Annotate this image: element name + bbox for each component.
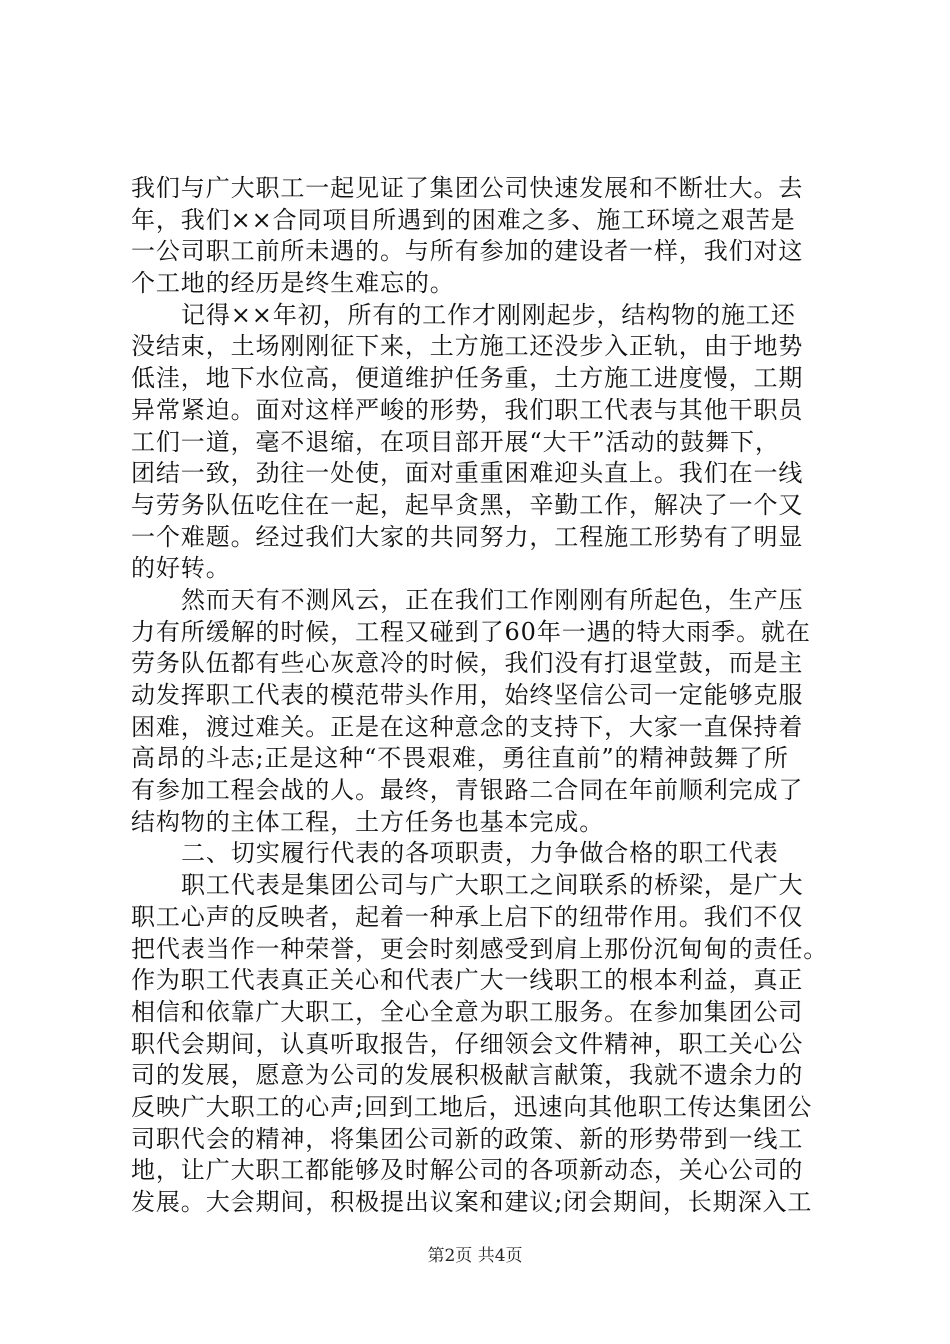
text-line: 职工心声的反映者，起着一种承上启下的纽带作用。我们不仅 — [131, 902, 804, 931]
text-line: 团结一致，劲往一处使，面对重重困难迎头直上。我们在一线 — [131, 459, 804, 488]
text-line: 职代会期间，认真听取报告，仔细领会文件精神，职工关心公 — [131, 1029, 804, 1058]
text-line: 动发挥职工代表的模范带头作用，始终坚信公司一定能够克服 — [131, 681, 804, 709]
text-line: 作为职工代表真正关心和代表广大一线职工的根本利益，真正 — [131, 966, 804, 995]
text-line: 发展。大会期间，积极提出议案和建议;闭会期间，长期深入工 — [131, 1188, 813, 1216]
text-line: 我们与广大职工一起见证了集团公司快速发展和不断壮大。去 — [131, 174, 804, 202]
text-line: 相信和依靠广大职工，全心全意为职工服务。在参加集团公司 — [131, 997, 804, 1026]
text-line: 反映广大职工的心声;回到工地后，迅速向其他职工传达集团公 — [131, 1092, 813, 1121]
text-line: 有参加工程会战的人。最终，青银路二合同在年前顺利完成了 — [131, 776, 804, 805]
text-line: 与劳务队伍吃住在一起，起早贪黑，辛勤工作，解决了一个又 — [131, 490, 804, 519]
page-number: 第2页 共4页 — [427, 1246, 523, 1266]
paragraph-start-line: 记得××年初，所有的工作才刚刚起步，结构物的施工还 — [181, 300, 796, 329]
text-line: 司的发展，愿意为公司的发展积极献言献策，我就不遗余力的 — [131, 1061, 804, 1090]
body-text — [131, 173, 831, 1219]
text-line: 力有所缓解的时候，工程又碰到了60年一遇的特大雨季。就在 — [131, 617, 811, 646]
text-line: 结构物的主体工程，土方任务也基本完成。 — [131, 807, 605, 836]
text-line: 一公司职工前所未遇的。与所有参加的建设者一样，我们对这 — [131, 237, 804, 266]
text-line: 困难，渡过难关。正是在这种意念的支持下，大家一直保持着 — [131, 712, 804, 741]
text-line: 劳务队伍都有些心灰意冷的时候，我们没有打退堂鼓，而是主 — [131, 649, 804, 678]
section-heading: 二、切实履行代表的各项职责，力争做合格的职工代表 — [181, 839, 779, 868]
text-line: 高昂的斗志;正是这种“不畏艰难，勇往直前”的精神鼓舞了所 — [131, 744, 789, 773]
text-line: 年，我们××合同项目所遇到的困难之多、施工环境之艰苦是 — [131, 205, 796, 234]
text-line: 司职代会的精神，将集团公司新的政策、新的形势带到一线工 — [131, 1124, 804, 1153]
text-line: 地，让广大职工都能够及时解公司的各项新动态，关心公司的 — [131, 1156, 804, 1185]
page-footer — [0, 1244, 950, 1268]
text-line: 个工地的经历是终生难忘的。 — [131, 269, 455, 298]
text-line: 工们一道，毫不退缩，在项目部开展“大干”活动的鼓舞下， — [131, 427, 780, 456]
text-line: 的好转。 — [131, 554, 231, 583]
text-line: 把代表当作一种荣誉，更会时刻感受到肩上那份沉甸甸的责任。 — [131, 934, 829, 963]
text-line: 没结束，土场刚刚征下来，土方施工还没步入正轨，由于地势 — [131, 332, 804, 361]
text-line: 异常紧迫。面对这样严峻的形势，我们职工代表与其他干职员 — [131, 395, 804, 424]
text-line: 低洼，地下水位高，便道维护任务重，土方施工进度慢，工期 — [131, 364, 804, 393]
paragraph-start-line: 职工代表是集团公司与广大职工之间联系的桥梁，是广大 — [181, 871, 804, 900]
text-line: 一个难题。经过我们大家的共同努力，工程施工形势有了明显 — [131, 522, 804, 551]
paragraph-start-line: 然而天有不测风云，正在我们工作刚刚有所起色，生产压 — [181, 585, 804, 614]
